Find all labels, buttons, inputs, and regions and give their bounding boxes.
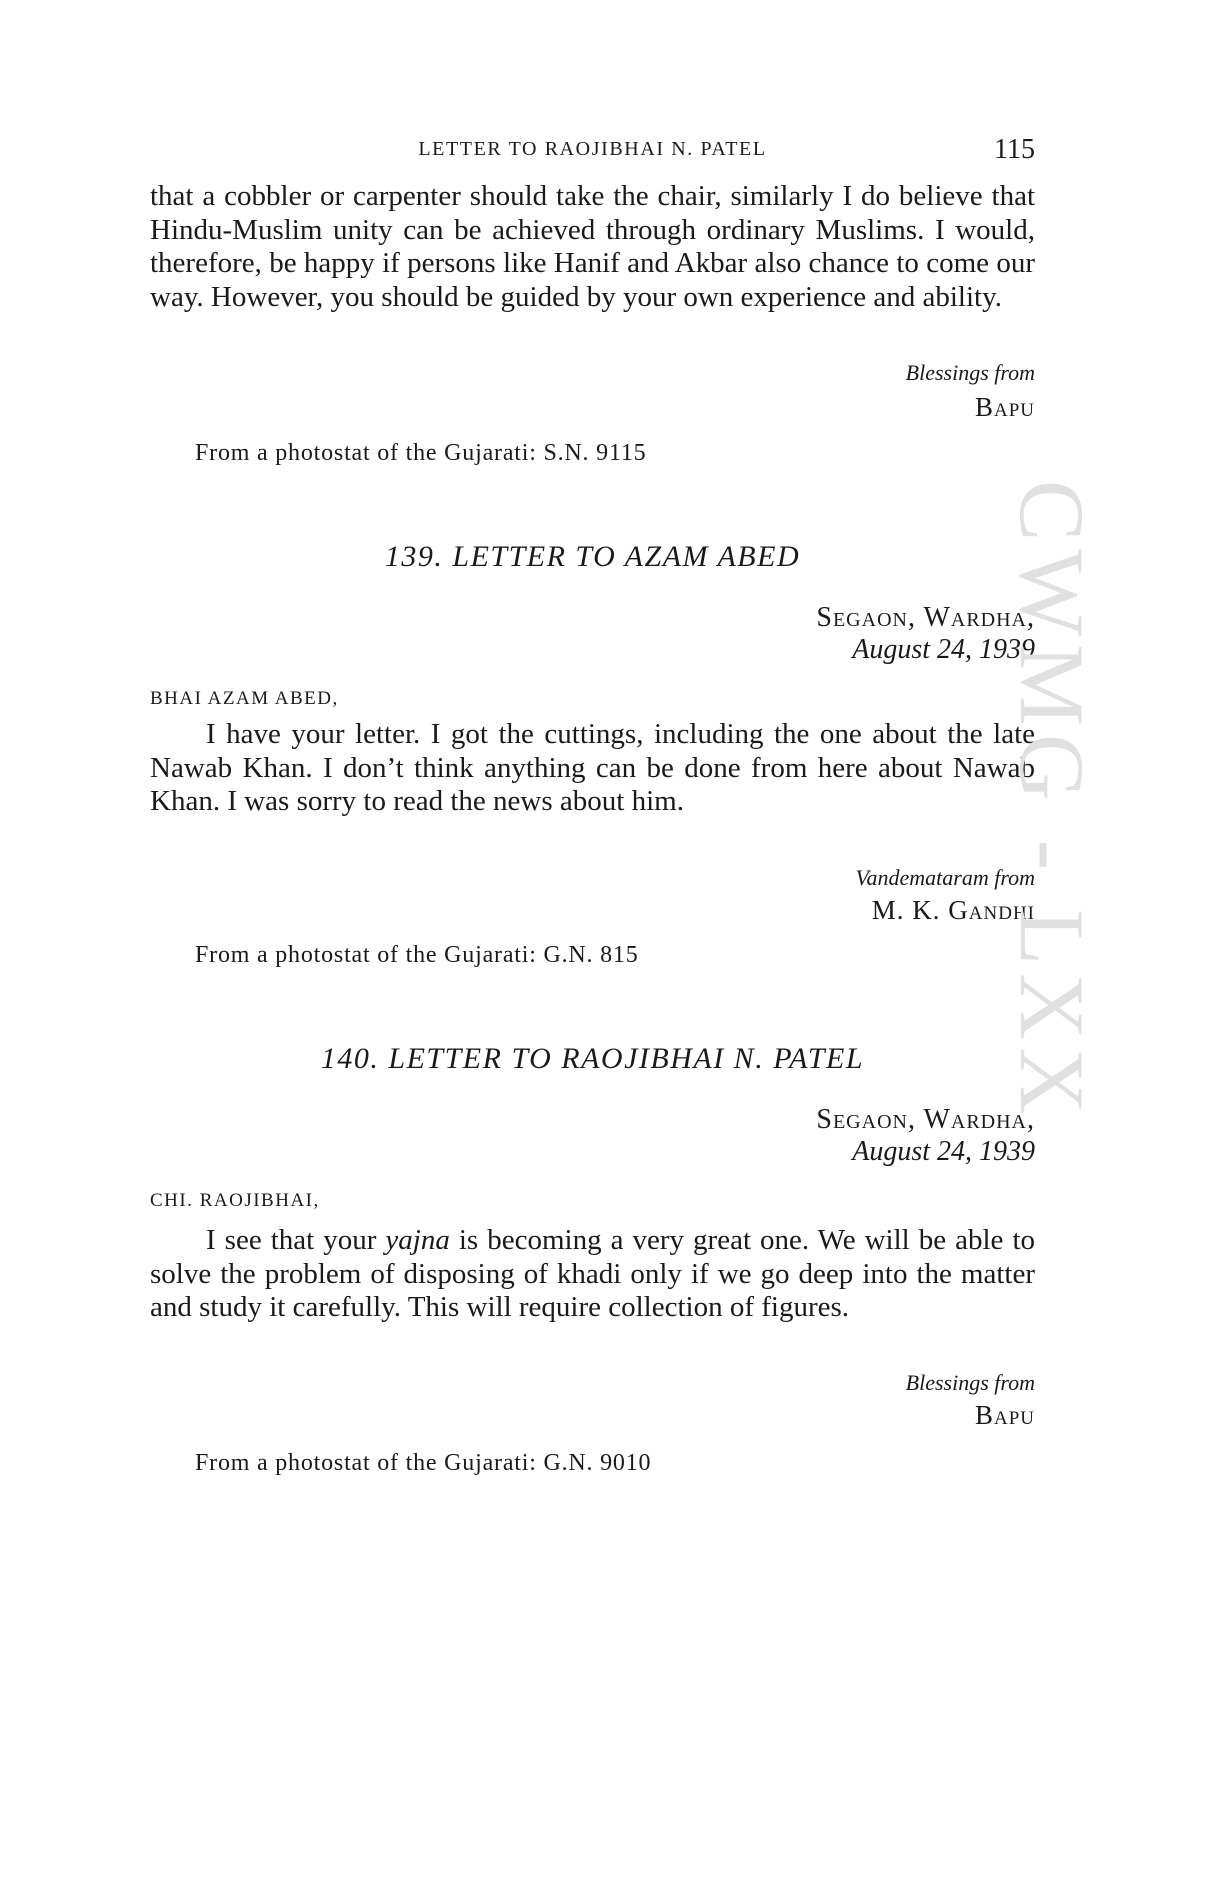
cwmg-watermark: CWMG - LXX [1001, 480, 1103, 1123]
letter-140-signature: Bapu [974, 1400, 1035, 1430]
letter-139-signature: M. K. Gandhi [871, 895, 1035, 925]
running-header [150, 134, 1035, 166]
letter-140-text-rest: is becoming a very great one. We will be able to solve the problem of disposing of khadi only if we go deep into the matter and study it carefully. This will require collection of figures. [150, 1224, 1035, 1324]
letter-140-source: From a photostat of the Gujarati: G.N. 9010 [195, 1450, 652, 1476]
document-page [150, 0, 1035, 1890]
yajna-term: yajna [385, 1224, 450, 1256]
continuation-signature: Bapu [974, 392, 1035, 422]
continuation-paragraph: that a cobbler or carpenter should take the chair, similarly I do believe that Hindu-Muslim unity can be achieved through ordinary Muslims. I would, therefore, be happy if persons like Hanif and Akbar also chance to come our way. However, you should be guided by your own experience and ability. [150, 180, 1035, 314]
running-title: LETTER TO RAOJIBHAI N. PATEL [418, 138, 767, 160]
continuation-source: From a photostat of the Gujarati: S.N. 9115 [195, 440, 647, 466]
letter-139-closing: Vandemataram from [855, 865, 1035, 890]
continuation-closing: Blessings from [905, 360, 1035, 385]
letter-139-heading: 139. LETTER TO AZAM ABED [384, 540, 801, 573]
letter-140-salutation: CHI. RAOJIBHAI, [150, 1190, 320, 1211]
letter-140-closing: Blessings from [905, 1370, 1035, 1395]
letter-140-paragraph [150, 1224, 1035, 1325]
letter-140-heading: 140. LETTER TO RAOJIBHAI N. PATEL [320, 1042, 865, 1075]
letter-139-salutation: BHAI AZAM ABED, [150, 688, 339, 709]
letter-139-date: August 24, 1939 [852, 634, 1035, 665]
letter-139-place: Segaon, Wardha, [816, 602, 1035, 633]
page-number: 115 [994, 134, 1035, 165]
letter-140-date: August 24, 1939 [852, 1136, 1035, 1167]
letter-139-paragraph: I have your letter. I got the cuttings, including the one about the late Nawab Khan. I don’t think anything can be done from here about Nawab Khan. I was sorry to read the news about him. [150, 718, 1035, 818]
letter-140-text-start: I see that your [206, 1224, 386, 1256]
letter-139-source: From a photostat of the Gujarati: G.N. 815 [195, 942, 639, 968]
letter-140-place: Segaon, Wardha, [816, 1104, 1035, 1135]
